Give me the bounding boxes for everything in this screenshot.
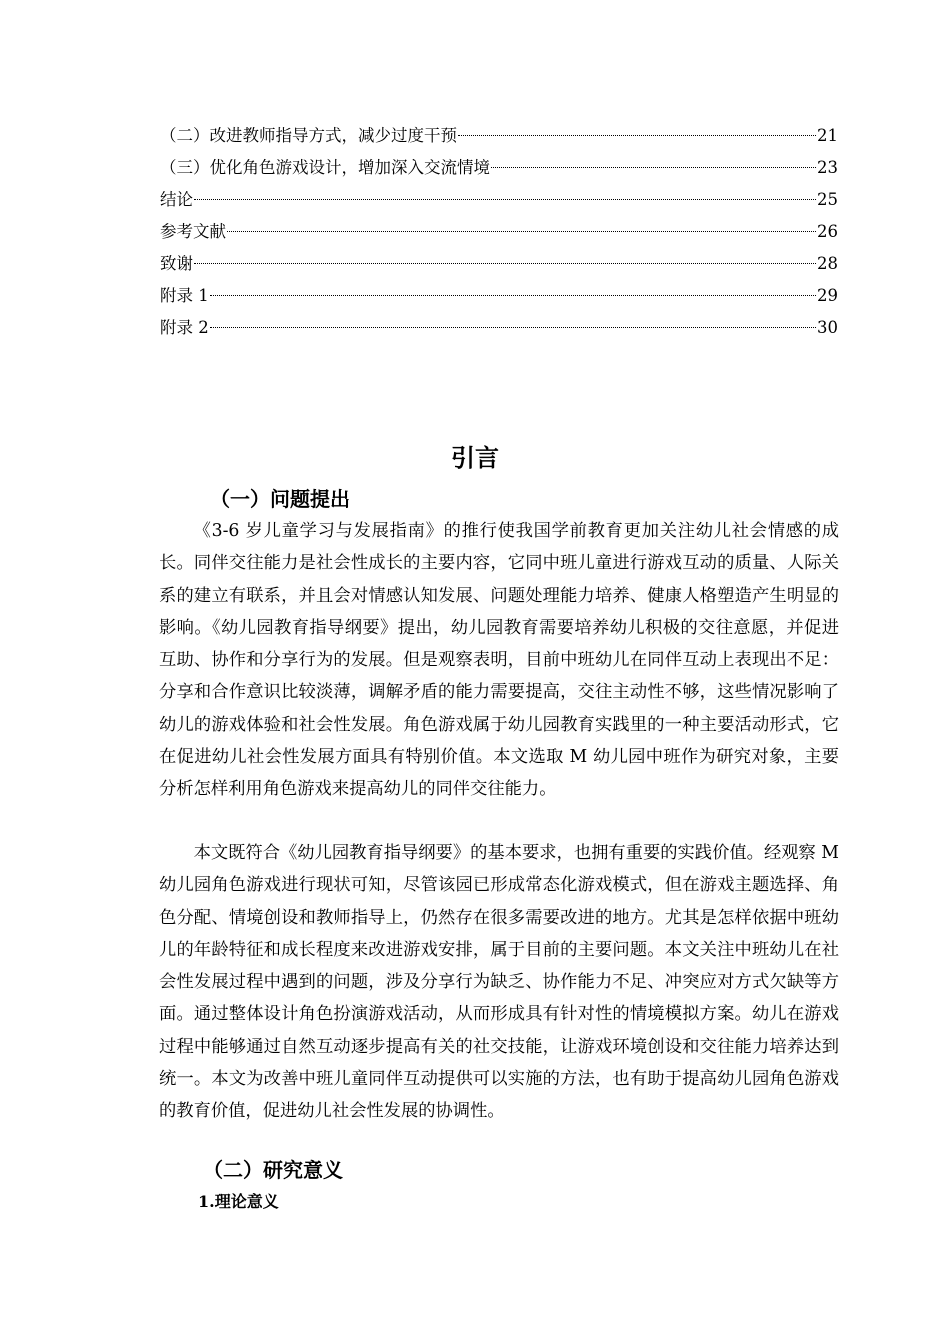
toc-entry-label: （三）优化角色游戏设计，增加深入交流情境 — [160, 158, 490, 177]
toc-leader-dots — [458, 135, 816, 136]
subsection-heading: 1.理论意义 — [198, 1192, 279, 1211]
body-paragraph: 《3-6 岁儿童学习与发展指南》的推行使我国学前教育更加关注幼儿社会情感的成长。同伴交往能力是社会性成长的主要内容，它同中班儿童进行游戏互动的质量、人际关系的建立有联系，并且会对情感认知发展、问题处理能力培养、健康人格塑造产生明显的影响。《幼儿园教育指导纲要》提出，幼儿园教育需要培养幼儿积极的交往意愿，并促进互助、协作和分享行为的发展。但是观察表明，目前中班幼儿在同伴互动上表现出不足：分享和合作意识比较淡薄，调解矛盾的能力需要提高，交往主动性不够，这些情况影响了幼儿的游戏体验和社会性发展。角色游戏属于幼儿园教育实践里的一种主要活动形式，它在促进幼儿社会性发展方面具有特别价值。本文选取 M 幼儿园中班作为研究对象，主要分析怎样利用角色游戏来提高幼儿的同伴交往能力。 — [159, 521, 839, 800]
toc-entry-page: 29 — [817, 286, 838, 305]
toc-leader-dots — [194, 263, 816, 264]
section-heading: （二）研究意义 — [203, 1158, 343, 1182]
toc-leader-dots — [227, 231, 816, 232]
chapter-title: 引言 — [451, 443, 499, 472]
toc-entry-page: 30 — [817, 318, 838, 337]
toc-entry[interactable] — [160, 280, 838, 312]
body-paragraph: 本文既符合《幼儿园教育指导纲要》的基本要求，也拥有重要的实践价值。经观察 M 幼儿园角色游戏进行现状可知，尽管该园已形成常态化游戏模式，但在游戏主题选择、角色分配、情境创设和教师指导上，仍然存在很多需要改进的地方。尤其是怎样依据中班幼儿的年龄特征和成长程度来改进游戏安排，属于目前的主要问题。本文关注中班幼儿在社会性发展过程中遇到的问题，涉及分享行为缺乏、协作能力不足、冲突应对方式欠缺等方面。通过整体设计角色扮演游戏活动，从而形成具有针对性的情境模拟方案。幼儿在游戏过程中能够通过自然互动逐步提高有关的社交技能，让游戏环境创设和交往能力培养达到统一。本文为改善中班儿童同伴互动提供可以实施的方法，也有助于提高幼儿园角色游戏的教育价值，促进幼儿社会性发展的协调性。 — [159, 843, 839, 1122]
toc-entry[interactable] — [160, 248, 838, 280]
toc-entry[interactable] — [160, 216, 838, 248]
toc-entry-label: 附录 2 — [160, 318, 209, 337]
toc-entry-label: （二）改进教师指导方式，减少过度干预 — [160, 126, 457, 145]
toc-entry[interactable] — [160, 184, 838, 216]
toc-entry-page: 21 — [817, 126, 838, 145]
toc-entry[interactable] — [160, 312, 838, 344]
toc-entry-page: 26 — [817, 222, 838, 241]
table-of-contents — [160, 120, 838, 344]
toc-leader-dots — [194, 199, 816, 200]
toc-entry[interactable] — [160, 120, 838, 152]
toc-entry-page: 25 — [817, 190, 838, 209]
toc-entry-label: 参考文献 — [160, 222, 226, 241]
toc-leader-dots — [210, 295, 816, 296]
section-heading: （一）问题提出 — [210, 487, 350, 511]
toc-entry-label: 附录 1 — [160, 286, 209, 305]
toc-leader-dots — [491, 167, 816, 168]
toc-entry[interactable] — [160, 152, 838, 184]
toc-entry-page: 28 — [817, 254, 838, 273]
toc-leader-dots — [210, 327, 816, 328]
toc-entry-page: 23 — [817, 158, 838, 177]
toc-entry-label: 结论 — [160, 190, 193, 209]
toc-entry-label: 致谢 — [160, 254, 193, 273]
